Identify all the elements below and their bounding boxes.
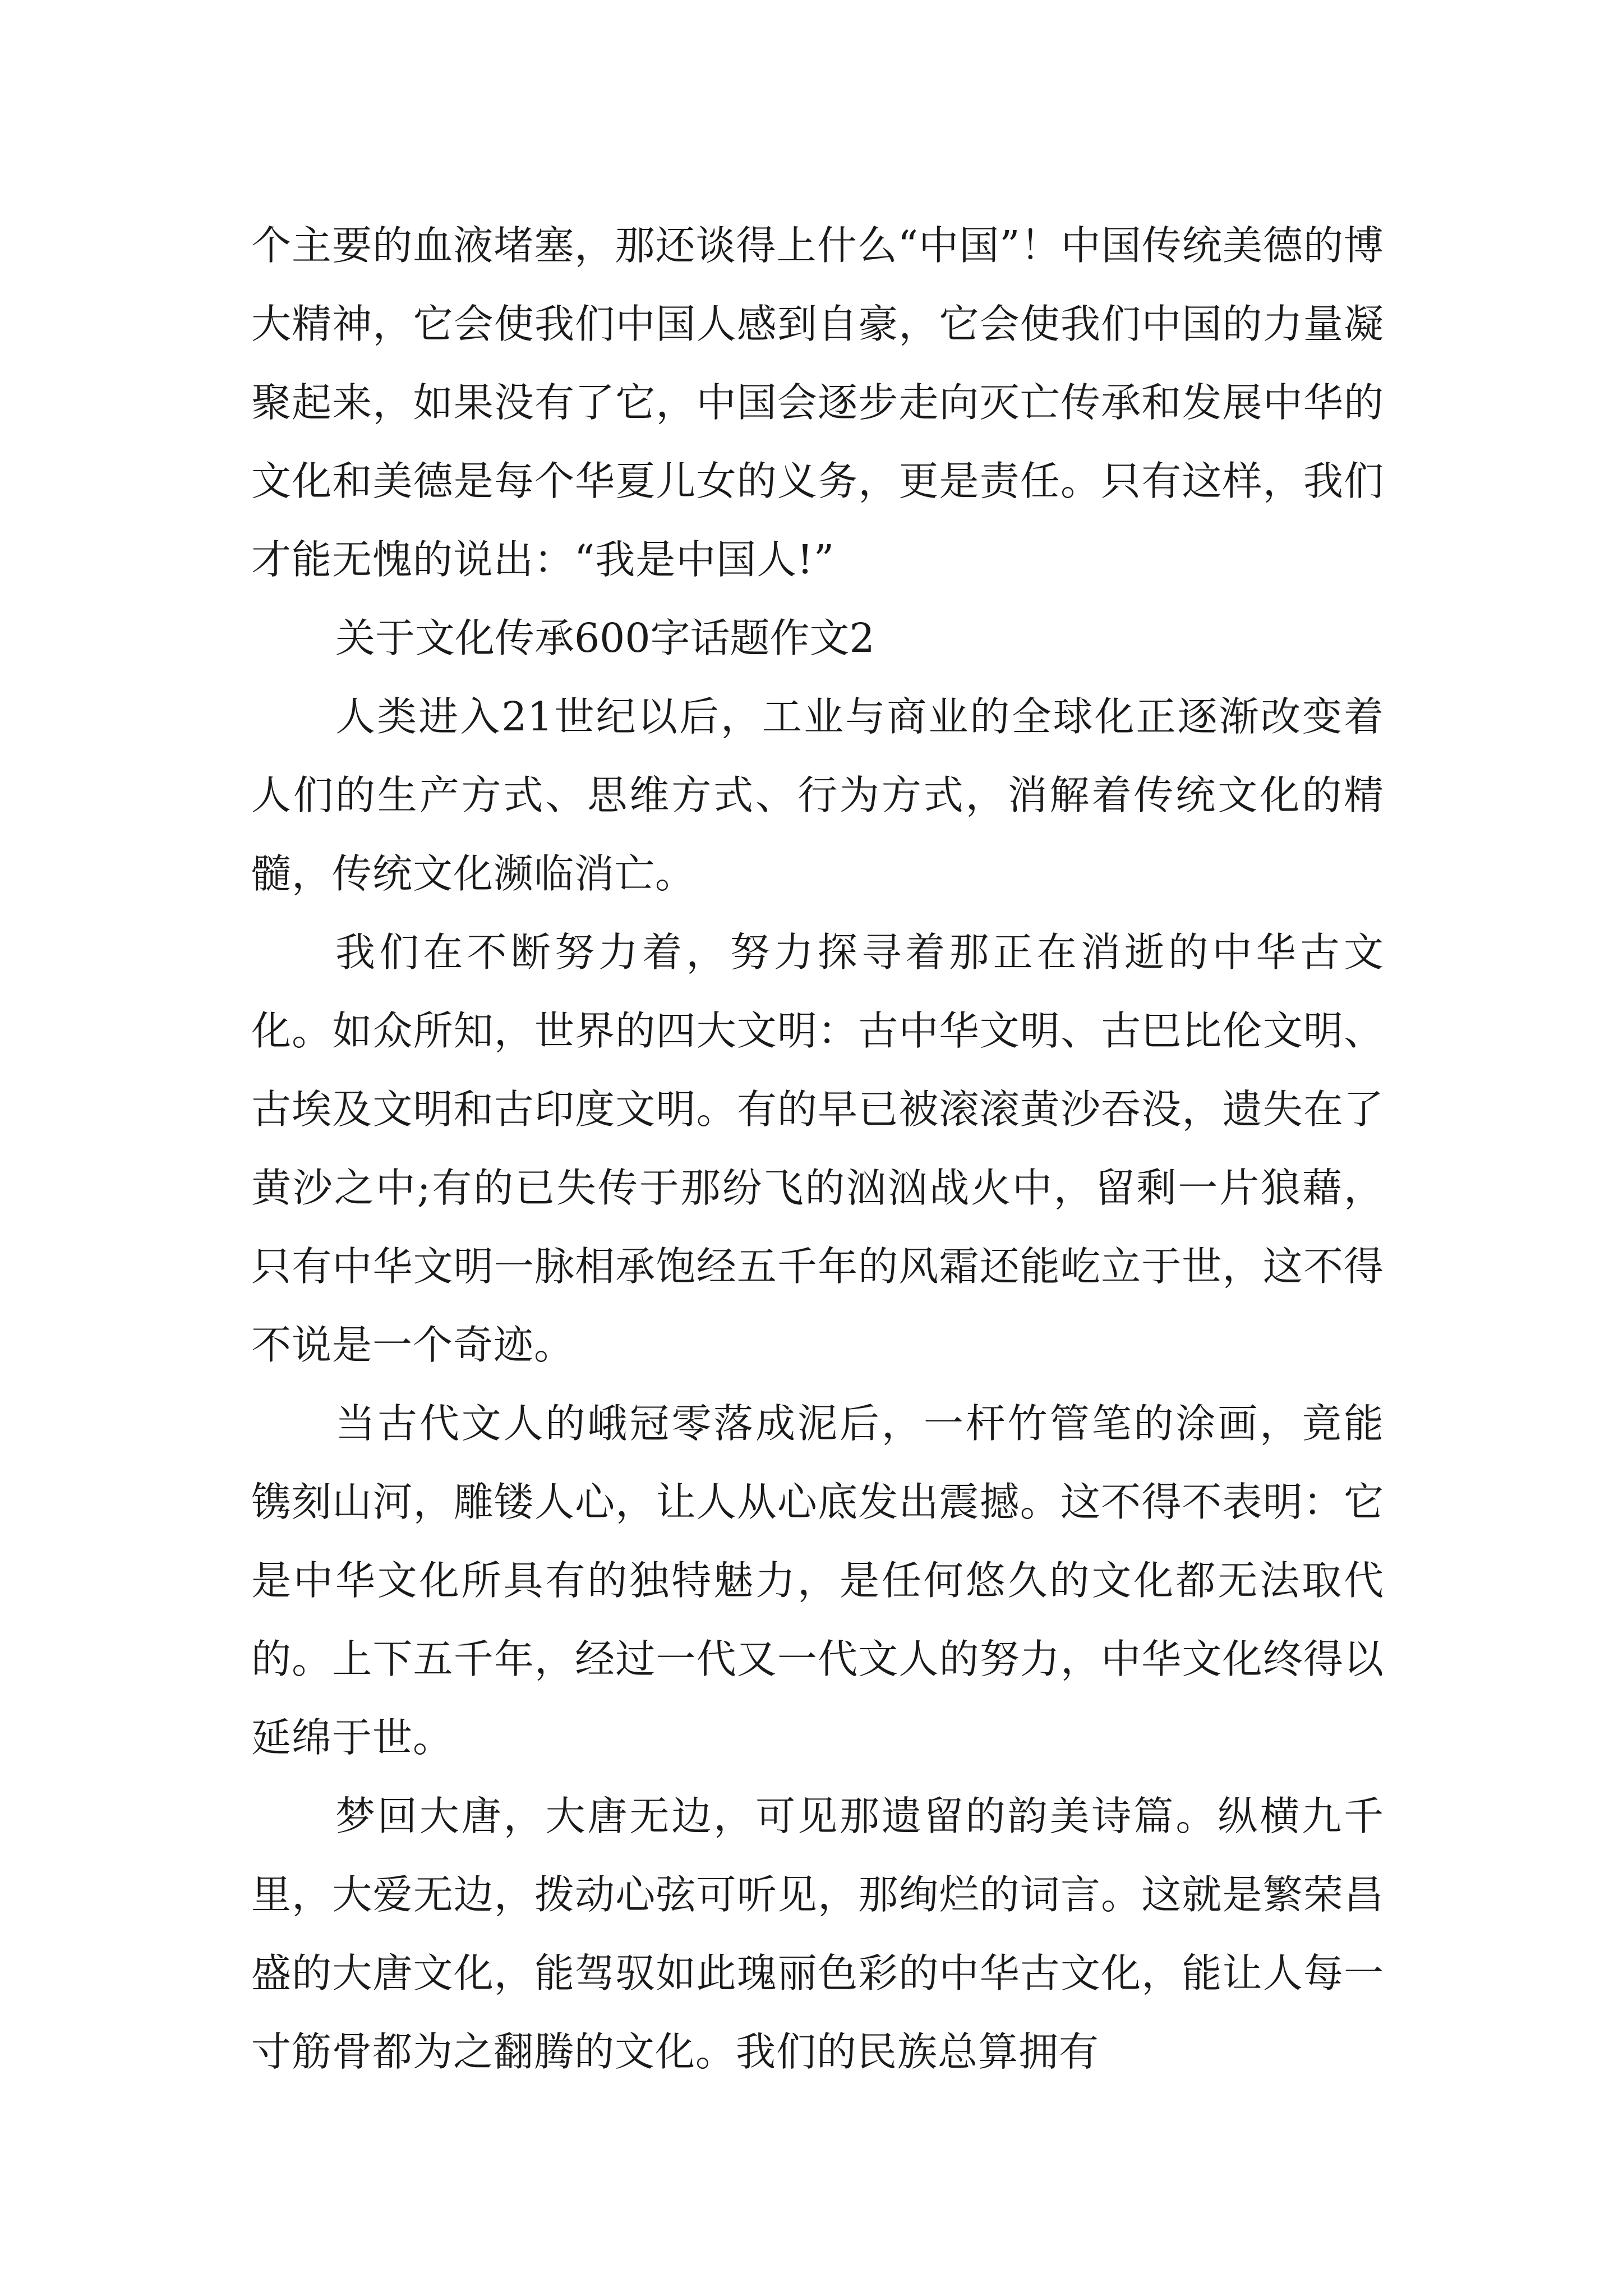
document-body [251,206,1384,2091]
section-heading: 关于文化传承600字话题作文2 [335,615,875,661]
paragraph: 我们在不断努力着，努力探寻着那正在消逝的中华古文化。如众所知，世界的四大文明：古中华文明、古巴比伦文明、古埃及文明和古印度文明。有的早已被滚滚黄沙吞没，遗失在了黄沙之中;有的已失传于那纷飞的汹汹战火中，留剩一片狼藉，只有中华文明一脉相承饱经五千年的风霜还能屹立于世，这不得不说是一个奇迹。 [251,929,1384,1368]
paragraph: 人类进入21世纪以后，工业与商业的全球化正逐渐改变着人们的生产方式、思维方式、行为方式，消解着传统文化的精髓，传统文化濒临消亡。 [251,693,1384,897]
paragraph: 梦回大唐，大唐无边，可见那遗留的韵美诗篇。纵横九千里，大爱无边，拨动心弦可听见，那绚烂的词言。这就是繁荣昌盛的大唐文化，能驾驭如此瑰丽色彩的中华古文化，能让人每一寸筋骨都为之翻腾的文化。我们的民族总算拥有 [251,1793,1384,2075]
paragraph: 当古代文人的峨冠零落成泥后，一杆竹管笔的涂画，竟能镌刻山河，雕镂人心，让人从心底发出震撼。这不得不表明：它是中华文化所具有的独特魅力，是任何悠久的文化都无法取代的。上下五千年，经过一代又一代文人的努力，中华文化终得以延绵于世。 [251,1400,1384,1761]
paragraph-continuation: 个主要的血液堵塞，那还谈得上什么“中国”！中国传统美德的博大精神，它会使我们中国人感到自豪，它会使我们中国的力量凝聚起来，如果没有了它，中国会逐步走向灭亡传承和发展中华的文化和美德是每个华夏儿女的义务，更是责任。只有这样，我们才能无愧的说出：“我是中国人!” [251,222,1384,583]
